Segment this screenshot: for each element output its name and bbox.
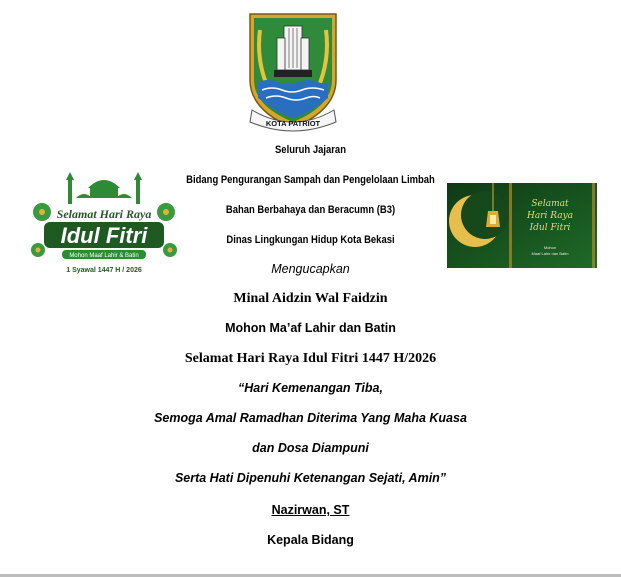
card-line-1: Selamat [531,199,569,209]
card-line-5: Maaf Lahir dan Batin [531,251,569,256]
card-line-3: Idul Fitri [529,223,571,233]
division-line: Bidang Pengurangan Sampah dan Pengelolaan Limbah [186,174,435,186]
apology-line: Mohon Ma’af Lahir dan Batin [225,321,396,335]
greeting-title: Minal Aidzin Wal Faidzin [233,291,388,306]
card-line-2: Hari Raya [526,211,574,221]
agency-line: Dinas Lingkungan Hidup Kota Bekasi [226,234,395,246]
division-line-b3: Bahan Berbahaya dan Beracumn (B3) [225,204,396,216]
emblem-motto: KOTA PATRIOT [265,119,321,128]
recipient-line: Seluruh Jajaran [274,144,346,156]
card-line-4: Mohon [543,245,557,250]
holiday-line: Selamat Hari Raya Idul Fitri 1447 H/2026 [184,351,437,366]
badge-line-2: Idul Fitri [60,223,148,248]
signer-name: Nazirwan, ST [271,503,350,517]
quote-line-3: dan Dosa Diampuni [252,441,369,455]
badge-line-4: 1 Syawal 1447 H / 2026 [66,267,142,274]
quote-line-1: “Hari Kemenangan Tiba, [238,381,383,395]
kota-bekasi-emblem [246,10,340,134]
greeting-verb: Mengucapkan [271,262,350,276]
quote-line-2: Semoga Amal Ramadhan Diterima Yang Maha Kuasa [154,411,467,425]
badge-line-3: Mohon Maaf Lahir & Batin [69,253,139,259]
signer-title: Kepala Bidang [267,533,354,547]
idul-fitri-card-graphic [447,183,597,268]
quote-line-4: Serta Hati Dipenuhi Ketenangan Sejati, Amin” [174,471,447,485]
badge-line-1: Selamat Hari Raya [56,207,152,221]
